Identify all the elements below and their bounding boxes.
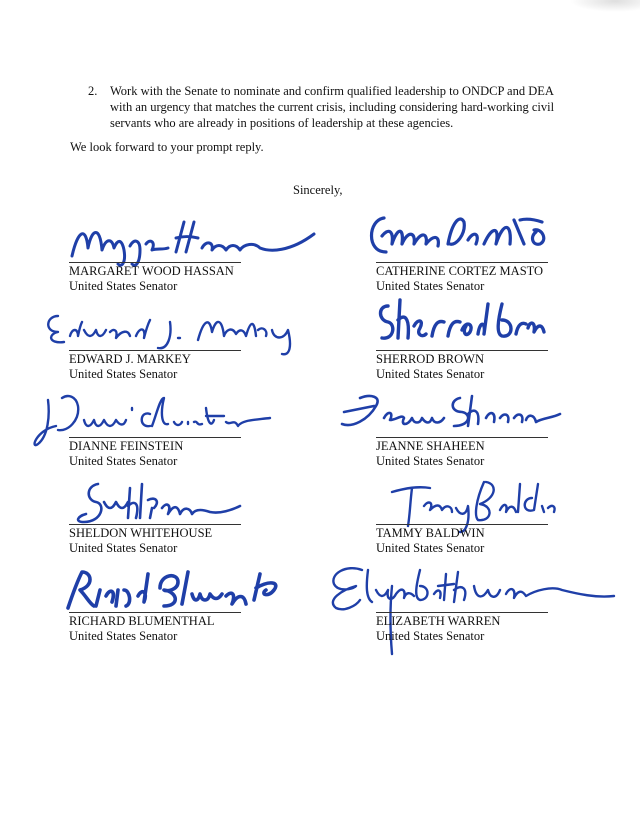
senator-name: TAMMY BALDWIN	[376, 526, 485, 540]
signature-line	[376, 350, 548, 351]
signature-line	[376, 524, 548, 525]
senator-title: United States Senator	[69, 279, 178, 293]
senator-name: ELIZABETH WARREN	[376, 614, 501, 628]
senator-title: United States Senator	[69, 629, 178, 643]
signature-line	[376, 262, 548, 263]
senator-title: United States Senator	[69, 454, 178, 468]
signature-line	[69, 437, 241, 438]
senator-title: United States Senator	[69, 367, 178, 381]
item-text: Work with the Senate to nominate and confirm qualified leadership to ONDCP and DEA with an urgency that matches the current crisis, including considering hard-working civil servants who are already in positions of leadership at these agencies.	[110, 84, 555, 130]
signature-warren	[322, 556, 622, 660]
senator-title: United States Senator	[376, 454, 485, 468]
signature-shaheen	[330, 384, 560, 442]
signature-blumenthal	[60, 560, 290, 618]
scan-shadow	[570, 0, 640, 12]
signature-markey	[40, 296, 310, 356]
senator-title: United States Senator	[69, 541, 178, 555]
signature-line	[69, 524, 241, 525]
signature-line	[69, 612, 241, 613]
senator-title: United States Senator	[376, 367, 485, 381]
senator-name: MARGARET WOOD HASSAN	[69, 264, 234, 278]
signature-line	[69, 350, 241, 351]
senator-name: RICHARD BLUMENTHAL	[69, 614, 215, 628]
senator-title: United States Senator	[376, 279, 485, 293]
closing-line: We look forward to your prompt reply.	[70, 140, 264, 154]
sincerely-line: Sincerely,	[293, 183, 343, 197]
numbered-item	[88, 83, 568, 131]
senator-title: United States Senator	[376, 541, 485, 555]
signature-brown	[374, 290, 554, 350]
signature-whitehouse	[64, 472, 254, 532]
senator-name: JEANNE SHAHEEN	[376, 439, 485, 453]
signature-line	[376, 612, 548, 613]
signature-line	[376, 437, 548, 438]
senator-name: SHERROD BROWN	[376, 352, 484, 366]
signature-cortez-masto	[364, 200, 564, 266]
signature-line	[69, 262, 241, 263]
senator-title: United States Senator	[376, 629, 485, 643]
senator-name: SHELDON WHITEHOUSE	[69, 526, 213, 540]
senator-name: CATHERINE CORTEZ MASTO	[376, 264, 544, 278]
senator-name: DIANNE FEINSTEIN	[69, 439, 184, 453]
item-number: 2.	[88, 84, 98, 98]
senator-name: EDWARD J. MARKEY	[69, 352, 191, 366]
